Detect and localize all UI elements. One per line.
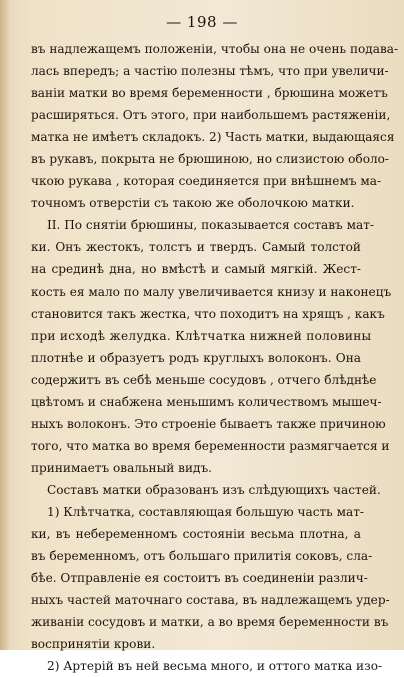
text-line: кость ея мало по малу увеличивается книзу и наконецъ	[31, 284, 392, 299]
text-line: ки. Онъ жестокъ, толстъ и твердъ. Самый толстой	[31, 240, 361, 255]
text-line: при исходѣ желудка. Клѣтчатка нижней половины	[31, 328, 372, 343]
text-line: ванiи матки во время беременности , брюшина можетъ	[31, 86, 388, 101]
text-line: въ рукавъ, покрыта не брюшиною, но слизистою оболо-	[31, 152, 390, 167]
paragraph-start-line: Составъ матки образованъ изъ слѣдующихъ частей.	[47, 482, 381, 497]
text-line: расширяться. Отъ этого, при наибольшемъ растяженiи,	[31, 108, 391, 123]
text-line: бѣе. Отправленiе ея состоитъ въ соединенiи различ-	[31, 571, 368, 586]
text-line: точномъ отверстiи съ такою же оболочкою матки.	[31, 196, 355, 211]
text-line: становится такъ жестка, что походитъ на хрящъ , какъ	[31, 306, 385, 321]
paragraph-start-line: 2) Артерiй въ ней весьма много, и оттого матка изо-	[47, 659, 383, 674]
text-line: содержитъ въ себѣ меньше сосудовъ , отчего блѣднѣе	[31, 372, 377, 387]
text-line: ныхъ волоконъ. Это строенiе бываетъ также причиною	[31, 416, 386, 431]
text-line: ки, въ небеременномъ состоянiи весьма плотна, а	[31, 527, 361, 542]
paragraph-start-line: II. По снятiи брюшины, показывается составъ мат-	[47, 218, 374, 233]
text-line: лась впередъ; а частiю полезны тѣмъ, что при увеличи-	[31, 64, 389, 79]
text-line: чкою рукава , которая соединяется при внѣшнемъ ма-	[31, 174, 382, 189]
text-line: воспринятiи крови.	[31, 637, 156, 652]
text-line: цвѣтомъ и снабжена меньшимъ количествомъ мышеч-	[31, 394, 382, 409]
text-line: въ надлежащемъ положенiи, чтобы она не очень подава-	[31, 42, 399, 56]
paragraph-start-line: 1) Клѣтчатка, составляющая большую часть мат-	[47, 504, 364, 519]
text-line: матка не имѣетъ складокъ. 2) Часть матки, выдающаяся	[31, 130, 395, 145]
page-text	[31, 38, 399, 677]
text-line: принимаетъ овальный видъ.	[31, 460, 212, 475]
text-line: на срединѣ дна, но вмѣстѣ и самый мягкiй. Жест-	[31, 262, 361, 277]
text-line: въ беременномъ, отъ большаго прилитiя соковъ, сла-	[31, 549, 373, 564]
text-line: ныхъ частей маточнаго состава, въ надлежащемъ удер-	[31, 593, 390, 608]
text-line: плотнѣе и образуетъ родъ круглыхъ волоконъ. Она	[31, 350, 361, 365]
text-line: живанiи сосудовъ и матки, а во время беременности въ	[31, 615, 389, 630]
page-number: — 198 —	[166, 13, 238, 31]
text-line: того, что матка во время беременности размягчается и	[31, 438, 390, 453]
